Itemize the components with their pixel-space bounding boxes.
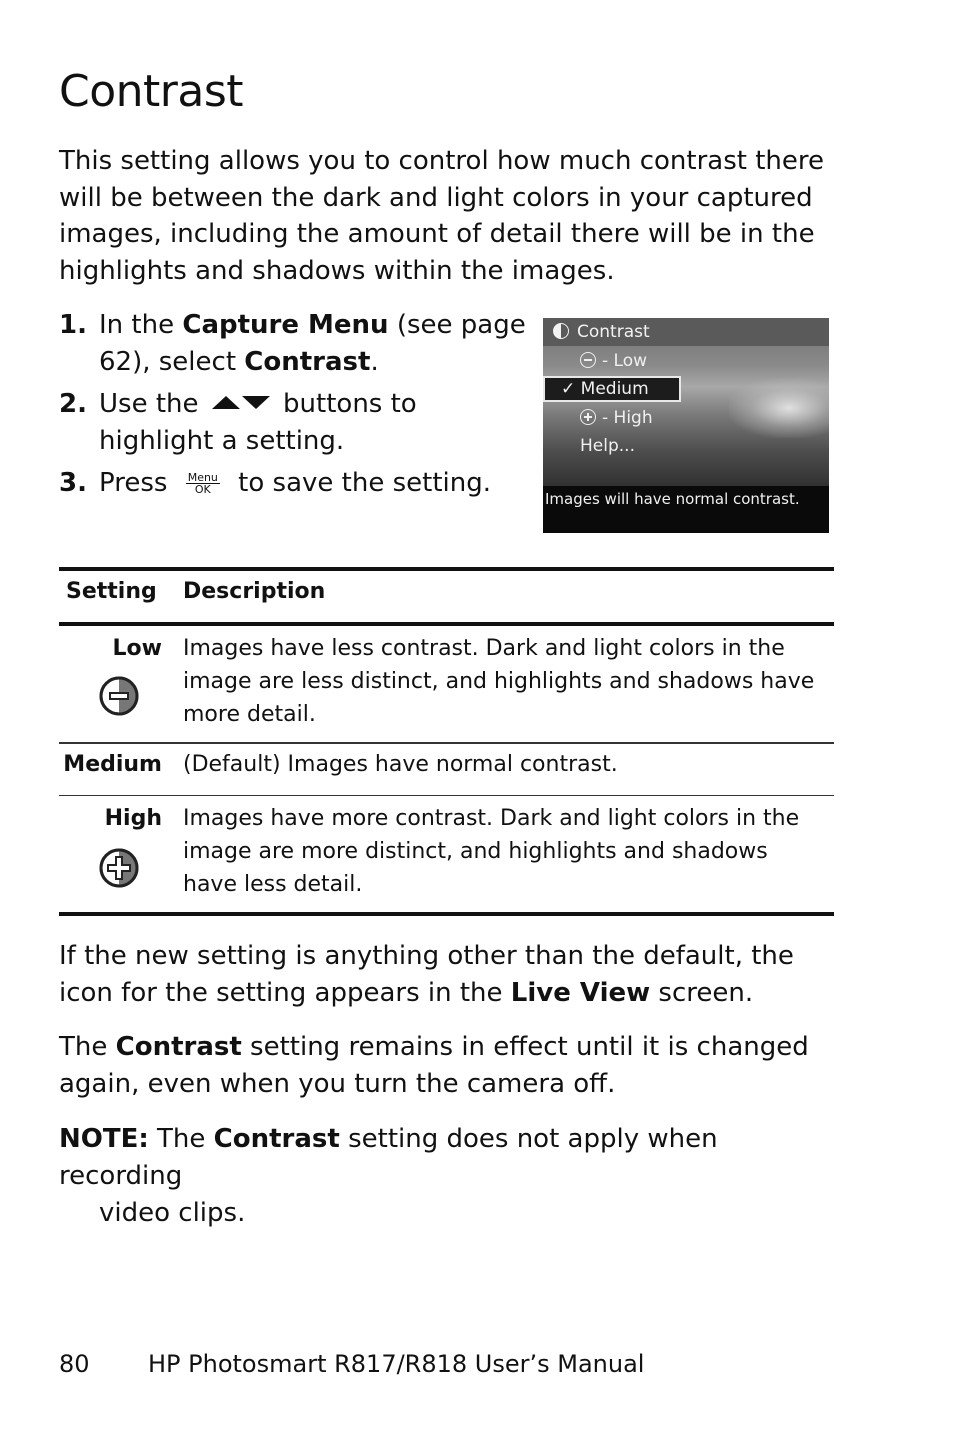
step-1: [59, 307, 529, 380]
step-number: 2.: [59, 389, 87, 419]
table-row-medium: [59, 744, 834, 795]
note-paragraph: [59, 1121, 849, 1232]
contrast-icon: [553, 323, 569, 339]
setting-name: High: [104, 806, 162, 831]
step-text: to save the setting.: [229, 468, 491, 499]
default-icon-paragraph: [59, 938, 849, 1012]
setting-name: Medium: [63, 751, 162, 777]
paragraph-text: The: [148, 1124, 214, 1154]
minus-circle-icon: [580, 352, 596, 368]
manual-title: HP Photosmart R817/R818 User’s Manual: [148, 1350, 645, 1378]
contrast-label: Contrast: [244, 346, 371, 377]
menu-ok-button-icon: [186, 472, 220, 495]
step-number: 1.: [59, 310, 87, 340]
menu-item-help: [580, 433, 635, 459]
paragraph-text: setting does not apply when recording: [59, 1124, 718, 1191]
live-view-label: Live View: [510, 978, 651, 1008]
setting-name: Low: [112, 636, 162, 661]
step-number: 3.: [59, 468, 87, 499]
page-title: Contrast: [59, 66, 244, 117]
up-down-arrows-icon: [210, 386, 272, 423]
step-text: In the: [99, 310, 183, 340]
checkmark-icon: ✓: [561, 379, 576, 399]
intro-paragraph: This setting allows you to control how much contrast there will be between the dark and light colors in your captured images, including the amount of detail there will be in the highlights and shadows within the images.: [59, 146, 824, 286]
menu-label: Menu: [187, 471, 218, 485]
table-header: [59, 571, 834, 622]
menu-item-label: - Low: [602, 351, 648, 371]
step-text: Press: [99, 468, 176, 499]
contrast-high-icon: [99, 848, 139, 888]
setting-description: Images have less contrast. Dark and light colors in the image are less distinct, and highlights and shadows have more detail.: [183, 636, 815, 727]
screen-status-bar: [543, 486, 829, 533]
note-continuation: video clips.: [99, 1198, 246, 1228]
setting-description: Images have more contrast. Dark and light colors in the image are more distinct, and highlights and shadows have less detail.: [183, 806, 800, 897]
paragraph-text: If the new setting is anything other than the default, the icon for the setting appears in the: [59, 941, 794, 1008]
column-header-description: Description: [183, 579, 326, 604]
step-text: buttons to highlight a setting.: [99, 389, 417, 456]
menu-item-low: [580, 348, 647, 374]
paragraph-text: setting remains in effect until it is changed again, even when you turn the camera off.: [59, 1032, 809, 1099]
note-label: NOTE:: [59, 1124, 149, 1154]
screen-title-bar: [543, 318, 829, 346]
page-number: 80: [59, 1350, 90, 1378]
contrast-label: Contrast: [213, 1124, 340, 1154]
screen-title: Contrast: [577, 322, 650, 342]
step-text: (see page 62), select: [99, 310, 526, 377]
capture-menu-label: Capture Menu: [182, 310, 389, 340]
menu-item-medium: [561, 376, 649, 402]
table-row-high: [59, 796, 834, 912]
table-bottom-rule: [59, 912, 834, 916]
status-text: Images will have normal contrast.: [545, 490, 800, 508]
camera-screen-image: [543, 318, 829, 533]
menu-item-label: Help...: [580, 436, 635, 456]
settings-table: [59, 567, 834, 916]
menu-item-label: - High: [602, 408, 653, 428]
paragraph-text: The: [59, 1032, 116, 1062]
step-text: Use the: [99, 389, 207, 419]
ok-label: OK: [194, 483, 211, 497]
contrast-label: Contrast: [115, 1032, 242, 1062]
step-3: [59, 465, 529, 502]
step-2: [59, 386, 529, 459]
contrast-low-icon: [99, 676, 139, 716]
plus-circle-icon: [580, 409, 596, 425]
step-text: .: [370, 346, 379, 377]
screen-background: [729, 378, 829, 438]
steps-list: [59, 307, 529, 508]
menu-item-label: Medium: [580, 379, 649, 399]
column-header-setting: Setting: [66, 579, 157, 604]
paragraph-text: screen.: [650, 978, 754, 1008]
persistence-paragraph: [59, 1029, 849, 1103]
menu-item-high: [580, 405, 653, 431]
setting-description: (Default) Images have normal contrast.: [183, 751, 618, 777]
table-row-low: [59, 626, 834, 742]
